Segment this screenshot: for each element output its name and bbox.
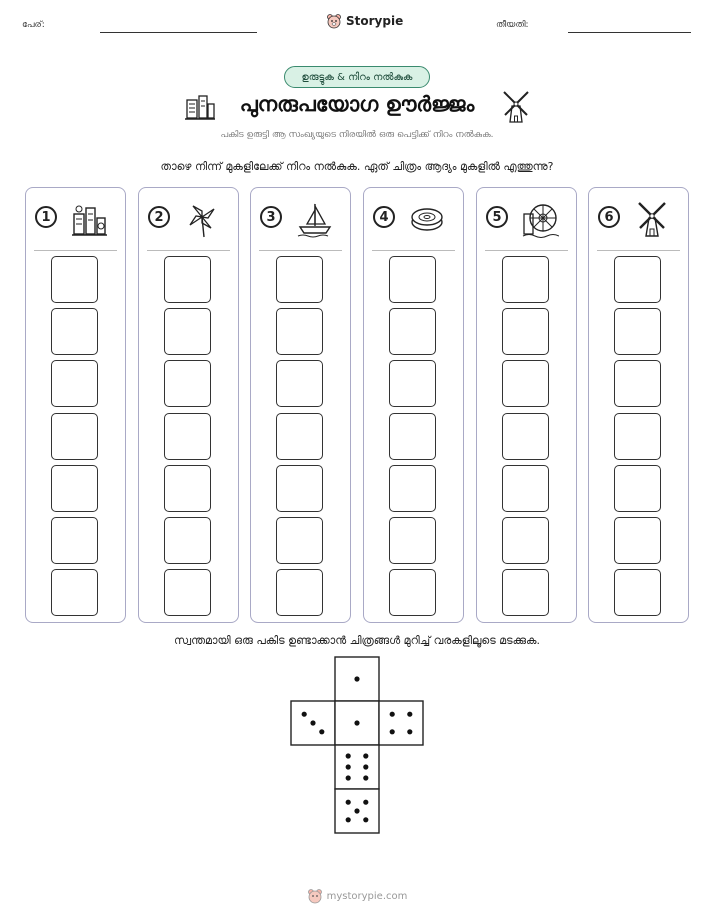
color-box[interactable] <box>614 360 661 407</box>
column-number: 5 <box>486 206 508 228</box>
dice-pip <box>346 800 351 805</box>
waterwheel-icon <box>521 200 559 238</box>
dice-pip <box>354 808 359 813</box>
column-header <box>589 188 688 250</box>
color-box[interactable] <box>614 569 661 616</box>
color-box[interactable] <box>614 256 661 303</box>
bear-icon <box>326 13 342 29</box>
name-label: പേര്: <box>22 20 45 30</box>
dice-pip <box>302 712 307 717</box>
column-divider <box>34 250 117 251</box>
page-subtitle: പകിട ഉരുട്ടി ആ സംഖ്യയുടെ നിരയിൽ ഒരു പെട്ടിക്ക് നിറം നൽകുക. <box>220 130 494 140</box>
dice-pip <box>354 676 359 681</box>
color-box[interactable] <box>614 308 661 355</box>
color-box[interactable] <box>164 308 211 355</box>
color-box[interactable] <box>164 256 211 303</box>
log-icon <box>408 200 446 238</box>
column-header <box>477 188 576 250</box>
dice-pip <box>363 775 368 780</box>
color-box[interactable] <box>389 256 436 303</box>
color-box[interactable] <box>614 413 661 460</box>
color-box[interactable] <box>51 517 98 564</box>
title-windmill-icon <box>500 90 532 124</box>
color-box[interactable] <box>389 308 436 355</box>
dice-pip <box>363 817 368 822</box>
color-box[interactable] <box>502 256 549 303</box>
column-4 <box>363 187 464 623</box>
color-box[interactable] <box>51 360 98 407</box>
dice-pip <box>407 729 412 734</box>
footer-url: mystorypie.com <box>326 890 408 902</box>
dice-pip <box>390 729 395 734</box>
color-box[interactable] <box>164 465 211 512</box>
dice-pip <box>346 775 351 780</box>
column-number: 3 <box>260 206 282 228</box>
color-box[interactable] <box>51 256 98 303</box>
name-line[interactable] <box>100 32 257 33</box>
dice-face-6 <box>335 745 379 789</box>
dice-pip <box>363 753 368 758</box>
color-box[interactable] <box>389 569 436 616</box>
color-box[interactable] <box>276 308 323 355</box>
date-line[interactable] <box>568 32 691 33</box>
color-box[interactable] <box>502 308 549 355</box>
dice-pip <box>390 712 395 717</box>
color-box[interactable] <box>164 360 211 407</box>
color-box[interactable] <box>51 569 98 616</box>
column-divider <box>485 250 568 251</box>
sailboat-icon <box>295 200 333 238</box>
color-box[interactable] <box>164 569 211 616</box>
color-box[interactable] <box>502 517 549 564</box>
dice-pip <box>363 764 368 769</box>
color-box[interactable] <box>276 256 323 303</box>
column-2 <box>138 187 239 623</box>
dice-face-3 <box>291 701 335 745</box>
coloring-instruction: താഴെ നിന്ന് മുകളിലേക്ക് നിറം നൽകുക. ഏത് ചിത്രം ആദ്യം മുകളിൽ എത്തുന്നു? <box>160 160 554 173</box>
storypie-logo <box>326 13 403 29</box>
dice-pip <box>346 753 351 758</box>
column-number: 2 <box>148 206 170 228</box>
footer <box>0 888 714 904</box>
column-header <box>26 188 125 250</box>
column-number: 1 <box>35 206 57 228</box>
color-box[interactable] <box>389 517 436 564</box>
color-box[interactable] <box>614 517 661 564</box>
column-1 <box>25 187 126 623</box>
dice-instruction: സ്വന്തമായി ഒരു പകിട ഉണ്ടാക്കാൻ ചിത്രങ്ങൾ മുറിച്ച് വരകളിലൂടെ മടക്കുക. <box>174 634 540 647</box>
color-box[interactable] <box>276 360 323 407</box>
dice-face-1 <box>335 657 379 701</box>
dice-pip <box>346 764 351 769</box>
date-label: തീയതി: <box>496 20 529 30</box>
dice-pip <box>407 712 412 717</box>
factory-icon <box>70 200 108 238</box>
column-3 <box>250 187 351 623</box>
color-box[interactable] <box>389 465 436 512</box>
color-box[interactable] <box>614 465 661 512</box>
color-box[interactable] <box>502 569 549 616</box>
column-6 <box>588 187 689 623</box>
dice-pip <box>346 817 351 822</box>
dice-pip <box>354 720 359 725</box>
column-divider <box>259 250 342 251</box>
column-header <box>251 188 350 250</box>
color-box[interactable] <box>276 517 323 564</box>
page-title: പുനരുപയോഗ ഊർജ്ജം <box>239 92 475 116</box>
color-box[interactable] <box>276 465 323 512</box>
column-number: 4 <box>373 206 395 228</box>
column-divider <box>372 250 455 251</box>
dice-pip <box>310 720 315 725</box>
color-box[interactable] <box>276 413 323 460</box>
color-box[interactable] <box>389 413 436 460</box>
bear-icon <box>307 888 323 904</box>
activity-badge: ഉരുട്ടുക & നിറം നൽകുക <box>284 66 430 88</box>
color-box[interactable] <box>389 360 436 407</box>
column-header <box>139 188 238 250</box>
color-box[interactable] <box>51 413 98 460</box>
pinwheel-icon <box>183 200 221 238</box>
column-number: 6 <box>598 206 620 228</box>
color-box[interactable] <box>502 465 549 512</box>
color-box[interactable] <box>502 360 549 407</box>
color-box[interactable] <box>164 517 211 564</box>
column-divider <box>597 250 680 251</box>
dice-face-4 <box>379 701 423 745</box>
dice-face-1 <box>335 701 379 745</box>
column-divider <box>147 250 230 251</box>
column-5 <box>476 187 577 623</box>
color-box[interactable] <box>51 465 98 512</box>
column-header <box>364 188 463 250</box>
dice-face-5 <box>335 789 379 833</box>
dice-pip <box>319 729 324 734</box>
color-box[interactable] <box>502 413 549 460</box>
color-box[interactable] <box>276 569 323 616</box>
dice-pip <box>363 800 368 805</box>
windmill-icon <box>633 200 671 238</box>
color-box[interactable] <box>164 413 211 460</box>
brand-name: Storypie <box>346 14 404 28</box>
color-box[interactable] <box>51 308 98 355</box>
